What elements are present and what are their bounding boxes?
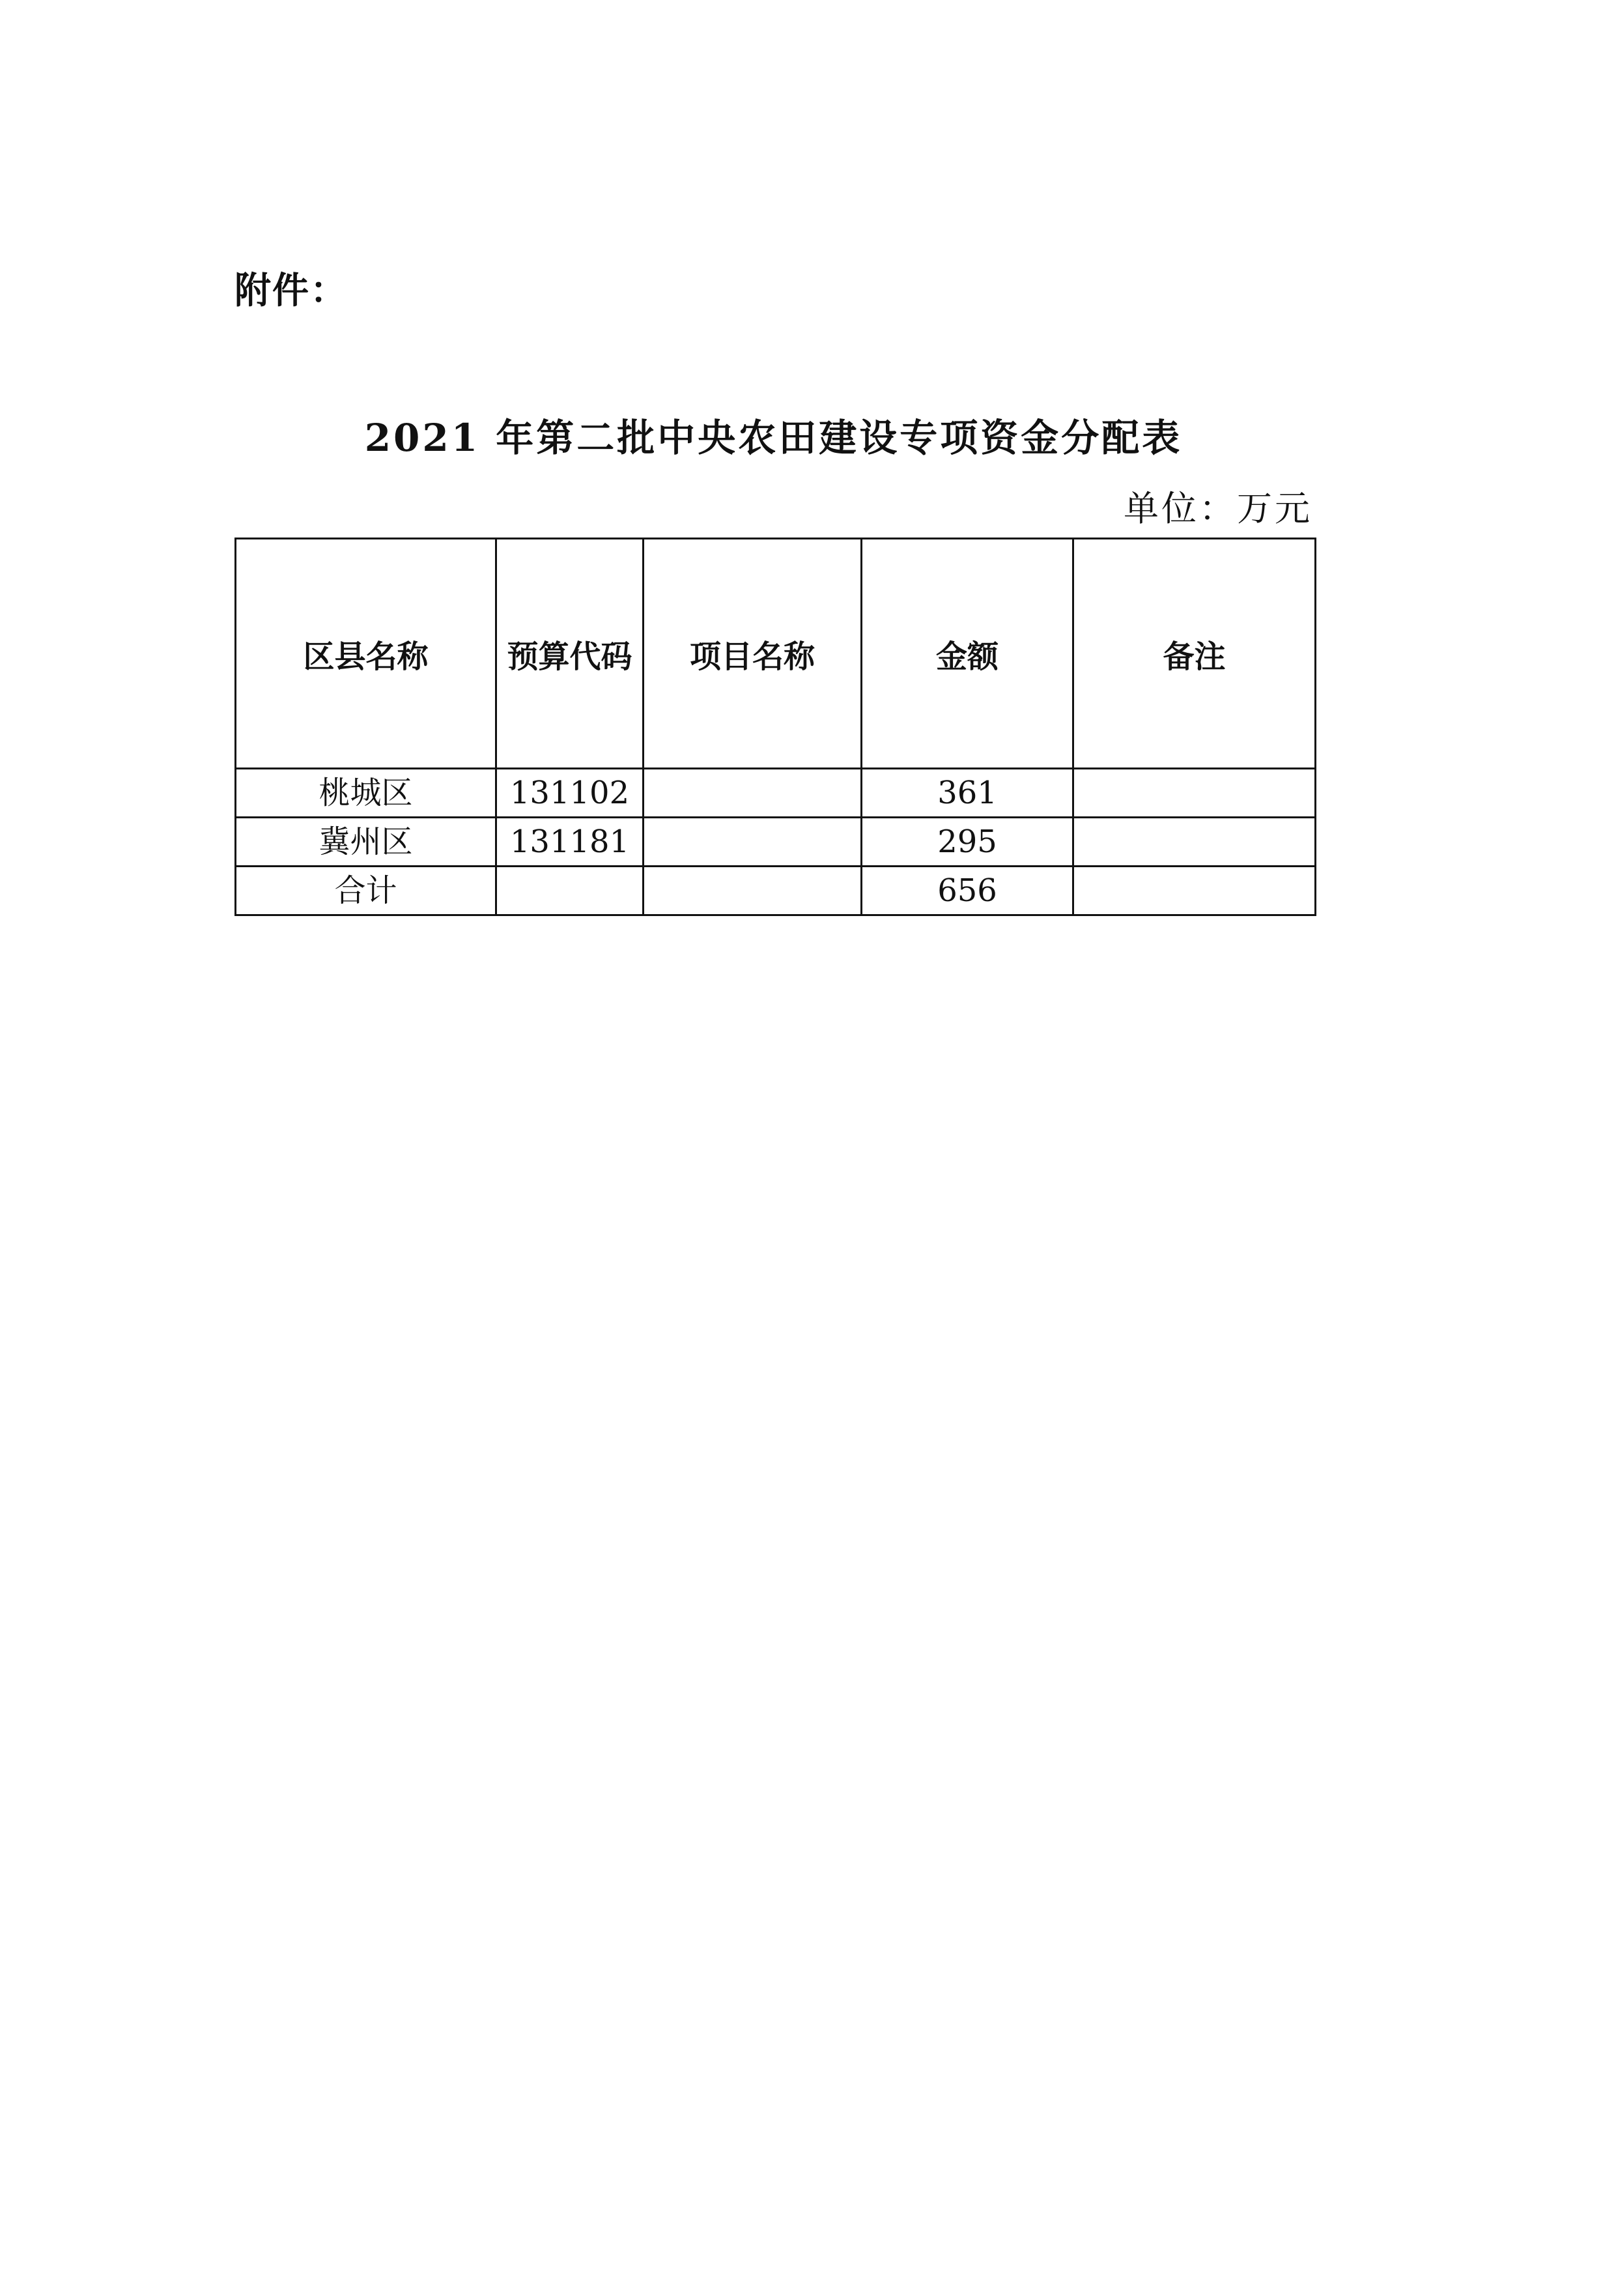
cell-district: 冀州区 — [236, 818, 496, 867]
header-district: 区县名称 — [236, 539, 496, 769]
header-project-name: 项目名称 — [644, 539, 862, 769]
table-row — [236, 818, 1316, 867]
cell-amount: 295 — [862, 818, 1073, 867]
total-row — [236, 867, 1316, 915]
allocation-table — [234, 538, 1316, 916]
header-amount: 金额 — [862, 539, 1073, 769]
cell-total-label: 合计 — [236, 867, 496, 915]
attachment-label: 附件： — [234, 270, 348, 312]
document-title: 2021 年第二批中央农田建设专项资金分配表 — [364, 416, 1183, 460]
cell-district: 桃城区 — [236, 769, 496, 818]
cell-project-name — [644, 818, 862, 867]
cell-project-name — [644, 867, 862, 915]
cell-budget-code: 131181 — [496, 818, 644, 867]
cell-budget-code: 131102 — [496, 769, 644, 818]
cell-remarks — [1073, 818, 1316, 867]
table-row — [236, 769, 1316, 818]
cell-remarks — [1073, 867, 1316, 915]
cell-total-amount: 656 — [862, 867, 1073, 915]
header-remarks: 备注 — [1073, 539, 1316, 769]
header-budget-code: 预算代码 — [496, 539, 644, 769]
cell-budget-code — [496, 867, 644, 915]
cell-remarks — [1073, 769, 1316, 818]
cell-project-name — [644, 769, 862, 818]
unit-label: 单位：万元 — [1124, 488, 1312, 529]
header-row — [236, 539, 1316, 769]
cell-amount: 361 — [862, 769, 1073, 818]
